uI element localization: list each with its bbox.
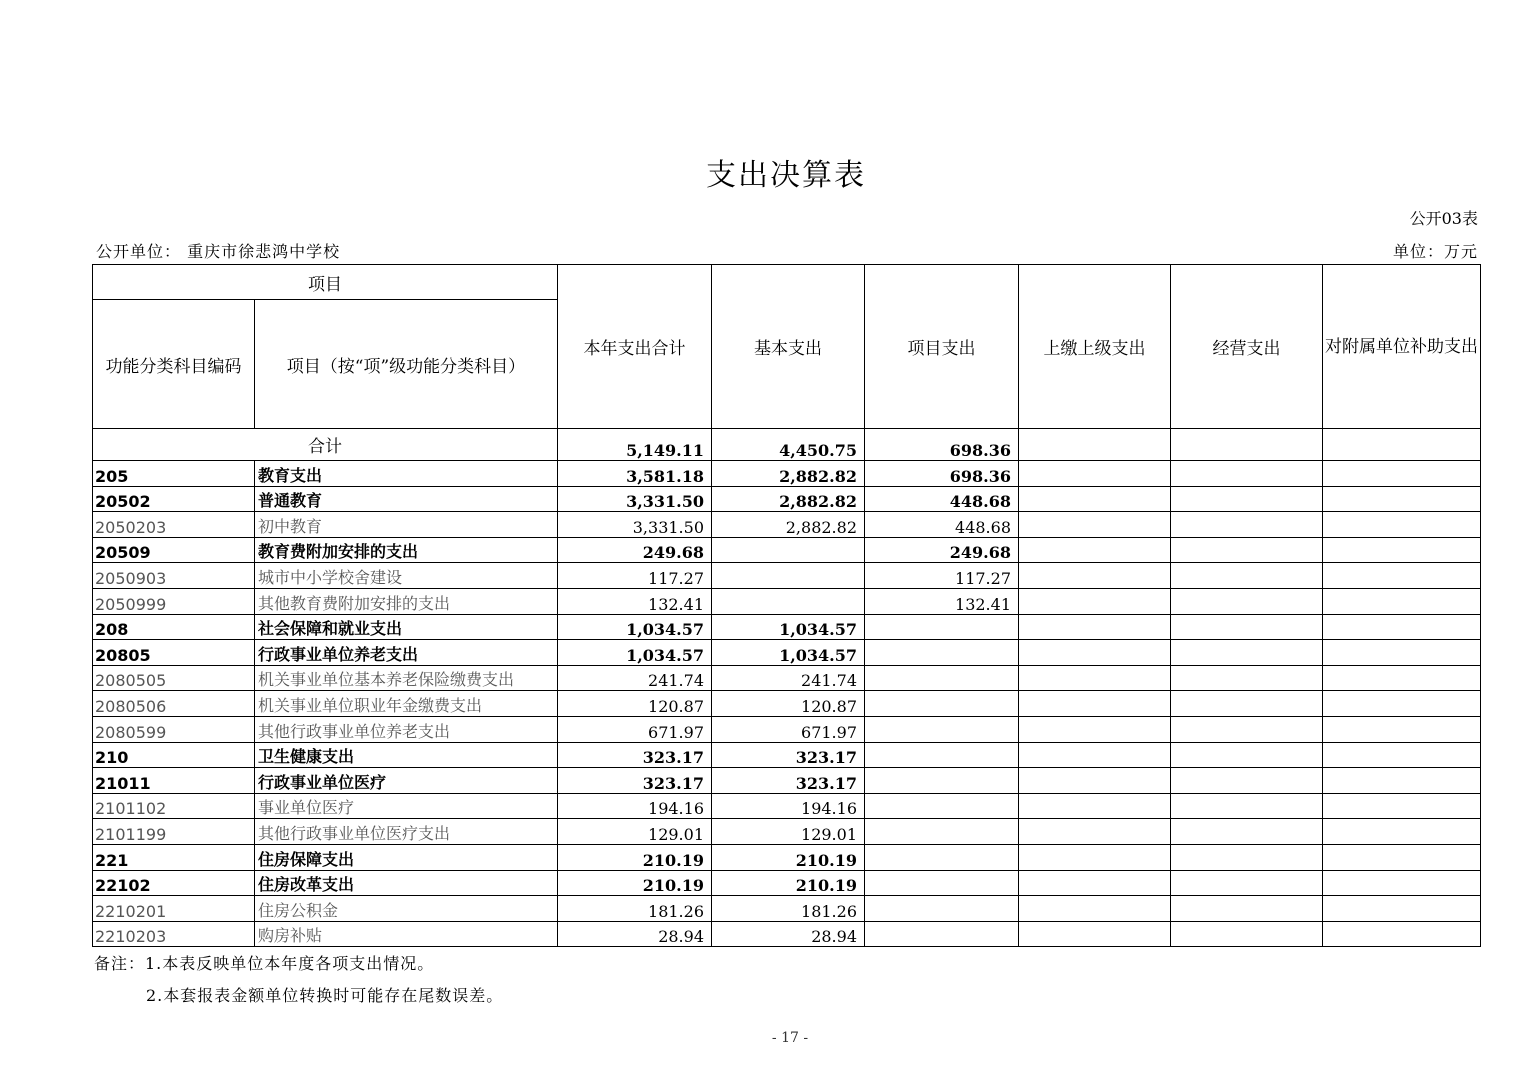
cell-subsidy	[1323, 896, 1481, 922]
cell-code: 20805	[93, 640, 255, 666]
header-item: 项目	[93, 265, 558, 300]
cell-business	[1171, 563, 1323, 589]
cell-upper	[1019, 588, 1171, 614]
cell-subsidy	[1323, 537, 1481, 563]
table-row	[93, 461, 1481, 487]
cell-business	[1171, 768, 1323, 794]
cell-total: 194.16	[558, 793, 712, 819]
cell-basic: 210.19	[712, 844, 865, 870]
cell-upper	[1019, 742, 1171, 768]
cell-subsidy	[1323, 563, 1481, 589]
reporting-unit: 公开单位： 重庆市徐悲鸿中学校	[96, 242, 341, 261]
cell-business	[1171, 921, 1323, 947]
cell-code: 20502	[93, 486, 255, 512]
cell-basic: 2,882.82	[712, 461, 865, 487]
cell-subsidy	[1323, 486, 1481, 512]
cell-business	[1171, 691, 1323, 717]
cell-total: 323.17	[558, 742, 712, 768]
cell-code: 2210203	[93, 921, 255, 947]
cell-subsidy	[1323, 614, 1481, 640]
cell-total: 1,034.57	[558, 614, 712, 640]
cell-total: 3,581.18	[558, 461, 712, 487]
table-row	[93, 921, 1481, 947]
header-subsidy: 对附属单位补助支出	[1323, 265, 1481, 429]
cell-project	[865, 921, 1019, 947]
cell-project	[865, 896, 1019, 922]
table-row	[93, 819, 1481, 845]
cell-total: 249.68	[558, 537, 712, 563]
cell-name: 事业单位医疗	[255, 793, 558, 819]
cell-code: 221	[93, 844, 255, 870]
cell-name: 普通教育	[255, 486, 558, 512]
expenditure-table	[92, 264, 1481, 947]
cell-subsidy	[1323, 512, 1481, 538]
table-row	[93, 588, 1481, 614]
note-1: 备注：1.本表反映单位本年度各项支出情况。	[94, 954, 435, 973]
cell-upper	[1019, 768, 1171, 794]
cell-project	[865, 742, 1019, 768]
cell-basic: 181.26	[712, 896, 865, 922]
table-row	[93, 640, 1481, 666]
total-row	[93, 429, 1481, 461]
cell-subsidy	[1323, 793, 1481, 819]
cell-business	[1171, 896, 1323, 922]
cell-subsidy	[1323, 640, 1481, 666]
cell-project	[865, 870, 1019, 896]
cell-code: 2210201	[93, 896, 255, 922]
cell-basic: 1,034.57	[712, 640, 865, 666]
table-row	[93, 614, 1481, 640]
cell-code: 22102	[93, 870, 255, 896]
cell-upper	[1019, 665, 1171, 691]
cell-business	[1171, 614, 1323, 640]
header-code: 功能分类科目编码	[93, 300, 255, 429]
table-row	[93, 691, 1481, 717]
header-project: 项目支出	[865, 265, 1019, 429]
cell-project: 698.36	[865, 461, 1019, 487]
cell-code: 205	[93, 461, 255, 487]
cell-upper	[1019, 716, 1171, 742]
table-row	[93, 870, 1481, 896]
cell-subsidy	[1323, 742, 1481, 768]
total-subsidy	[1323, 429, 1481, 461]
cell-subsidy	[1323, 716, 1481, 742]
cell-project	[865, 844, 1019, 870]
cell-project: 117.27	[865, 563, 1019, 589]
cell-total: 1,034.57	[558, 640, 712, 666]
cell-business	[1171, 870, 1323, 896]
cell-code: 21011	[93, 768, 255, 794]
page-title: 支出决算表	[706, 158, 866, 193]
table-row	[93, 716, 1481, 742]
cell-basic: 2,882.82	[712, 486, 865, 512]
cell-total: 241.74	[558, 665, 712, 691]
cell-total: 671.97	[558, 716, 712, 742]
cell-code: 2050203	[93, 512, 255, 538]
cell-name: 卫生健康支出	[255, 742, 558, 768]
cell-project	[865, 716, 1019, 742]
cell-total: 129.01	[558, 819, 712, 845]
cell-upper	[1019, 870, 1171, 896]
cell-subsidy	[1323, 870, 1481, 896]
cell-upper	[1019, 819, 1171, 845]
total-total: 5,149.11	[558, 429, 712, 461]
cell-basic: 323.17	[712, 768, 865, 794]
cell-code: 20509	[93, 537, 255, 563]
cell-basic: 241.74	[712, 665, 865, 691]
cell-name: 社会保障和就业支出	[255, 614, 558, 640]
cell-upper	[1019, 793, 1171, 819]
cell-project: 249.68	[865, 537, 1019, 563]
cell-name: 住房公积金	[255, 896, 558, 922]
cell-basic: 194.16	[712, 793, 865, 819]
cell-business	[1171, 486, 1323, 512]
cell-business	[1171, 716, 1323, 742]
cell-name: 住房改革支出	[255, 870, 558, 896]
cell-upper	[1019, 640, 1171, 666]
table-row	[93, 742, 1481, 768]
cell-name: 教育费附加安排的支出	[255, 537, 558, 563]
cell-business	[1171, 461, 1323, 487]
cell-name: 其他教育费附加安排的支出	[255, 588, 558, 614]
cell-code: 2050999	[93, 588, 255, 614]
total-project: 698.36	[865, 429, 1019, 461]
cell-upper	[1019, 614, 1171, 640]
cell-name: 其他行政事业单位养老支出	[255, 716, 558, 742]
cell-subsidy	[1323, 588, 1481, 614]
cell-upper	[1019, 844, 1171, 870]
cell-code: 2101199	[93, 819, 255, 845]
cell-code: 2050903	[93, 563, 255, 589]
cell-business	[1171, 665, 1323, 691]
cell-business	[1171, 537, 1323, 563]
cell-basic	[712, 563, 865, 589]
header-total: 本年支出合计	[558, 265, 712, 429]
header-name: 项目（按“项”级功能分类科目）	[255, 300, 558, 429]
cell-business	[1171, 640, 1323, 666]
page-number: - 17 -	[771, 1030, 809, 1046]
cell-name: 初中教育	[255, 512, 558, 538]
cell-subsidy	[1323, 691, 1481, 717]
cell-total: 132.41	[558, 588, 712, 614]
table-row	[93, 486, 1481, 512]
cell-upper	[1019, 512, 1171, 538]
cell-name: 其他行政事业单位医疗支出	[255, 819, 558, 845]
cell-name: 机关事业单位基本养老保险缴费支出	[255, 665, 558, 691]
table-row	[93, 844, 1481, 870]
cell-project	[865, 614, 1019, 640]
cell-subsidy	[1323, 768, 1481, 794]
header-basic: 基本支出	[712, 265, 865, 429]
cell-upper	[1019, 486, 1171, 512]
cell-basic: 28.94	[712, 921, 865, 947]
cell-basic: 2,882.82	[712, 512, 865, 538]
cell-subsidy	[1323, 665, 1481, 691]
table-row	[93, 665, 1481, 691]
cell-upper	[1019, 896, 1171, 922]
cell-basic: 120.87	[712, 691, 865, 717]
total-basic: 4,450.75	[712, 429, 865, 461]
cell-total: 210.19	[558, 870, 712, 896]
form-number: 公开03表	[1409, 209, 1478, 228]
cell-total: 28.94	[558, 921, 712, 947]
cell-name: 教育支出	[255, 461, 558, 487]
cell-subsidy	[1323, 819, 1481, 845]
cell-subsidy	[1323, 844, 1481, 870]
cell-basic	[712, 537, 865, 563]
cell-business	[1171, 742, 1323, 768]
notes	[94, 948, 503, 1012]
total-business	[1171, 429, 1323, 461]
cell-total: 210.19	[558, 844, 712, 870]
cell-code: 2080599	[93, 716, 255, 742]
cell-name: 行政事业单位养老支出	[255, 640, 558, 666]
cell-business	[1171, 588, 1323, 614]
cell-code: 2101102	[93, 793, 255, 819]
cell-code: 2080506	[93, 691, 255, 717]
table-row	[93, 768, 1481, 794]
cell-business	[1171, 819, 1323, 845]
cell-name: 城市中小学校舍建设	[255, 563, 558, 589]
table-row	[93, 896, 1481, 922]
header-upper: 上缴上级支出	[1019, 265, 1171, 429]
cell-project	[865, 691, 1019, 717]
note-2: 2.本套报表金额单位转换时可能存在尾数误差。	[146, 986, 504, 1005]
cell-subsidy	[1323, 921, 1481, 947]
cell-name: 购房补贴	[255, 921, 558, 947]
cell-business	[1171, 512, 1323, 538]
cell-code: 2080505	[93, 665, 255, 691]
cell-project: 132.41	[865, 588, 1019, 614]
total-label: 合计	[93, 429, 558, 461]
cell-upper	[1019, 537, 1171, 563]
cell-project	[865, 793, 1019, 819]
cell-upper	[1019, 691, 1171, 717]
cell-basic: 671.97	[712, 716, 865, 742]
cell-upper	[1019, 563, 1171, 589]
cell-total: 3,331.50	[558, 486, 712, 512]
cell-total: 323.17	[558, 768, 712, 794]
cell-code: 210	[93, 742, 255, 768]
cell-project	[865, 640, 1019, 666]
table-row	[93, 563, 1481, 589]
cell-project: 448.68	[865, 486, 1019, 512]
cell-name: 行政事业单位医疗	[255, 768, 558, 794]
cell-name: 住房保障支出	[255, 844, 558, 870]
total-upper	[1019, 429, 1171, 461]
cell-basic	[712, 588, 865, 614]
cell-business	[1171, 793, 1323, 819]
header-row-1	[93, 265, 1481, 300]
cell-project	[865, 768, 1019, 794]
cell-name: 机关事业单位职业年金缴费支出	[255, 691, 558, 717]
cell-basic: 1,034.57	[712, 614, 865, 640]
cell-basic: 129.01	[712, 819, 865, 845]
cell-upper	[1019, 921, 1171, 947]
cell-upper	[1019, 461, 1171, 487]
table-row	[93, 537, 1481, 563]
header-business: 经营支出	[1171, 265, 1323, 429]
table-row	[93, 512, 1481, 538]
cell-project	[865, 819, 1019, 845]
cell-business	[1171, 844, 1323, 870]
cell-code: 208	[93, 614, 255, 640]
cell-total: 3,331.50	[558, 512, 712, 538]
cell-total: 181.26	[558, 896, 712, 922]
cell-total: 117.27	[558, 563, 712, 589]
cell-subsidy	[1323, 461, 1481, 487]
cell-project: 448.68	[865, 512, 1019, 538]
currency-unit: 单位：万元	[1392, 242, 1478, 261]
table-row	[93, 793, 1481, 819]
cell-project	[865, 665, 1019, 691]
cell-total: 120.87	[558, 691, 712, 717]
cell-basic: 323.17	[712, 742, 865, 768]
cell-basic: 210.19	[712, 870, 865, 896]
